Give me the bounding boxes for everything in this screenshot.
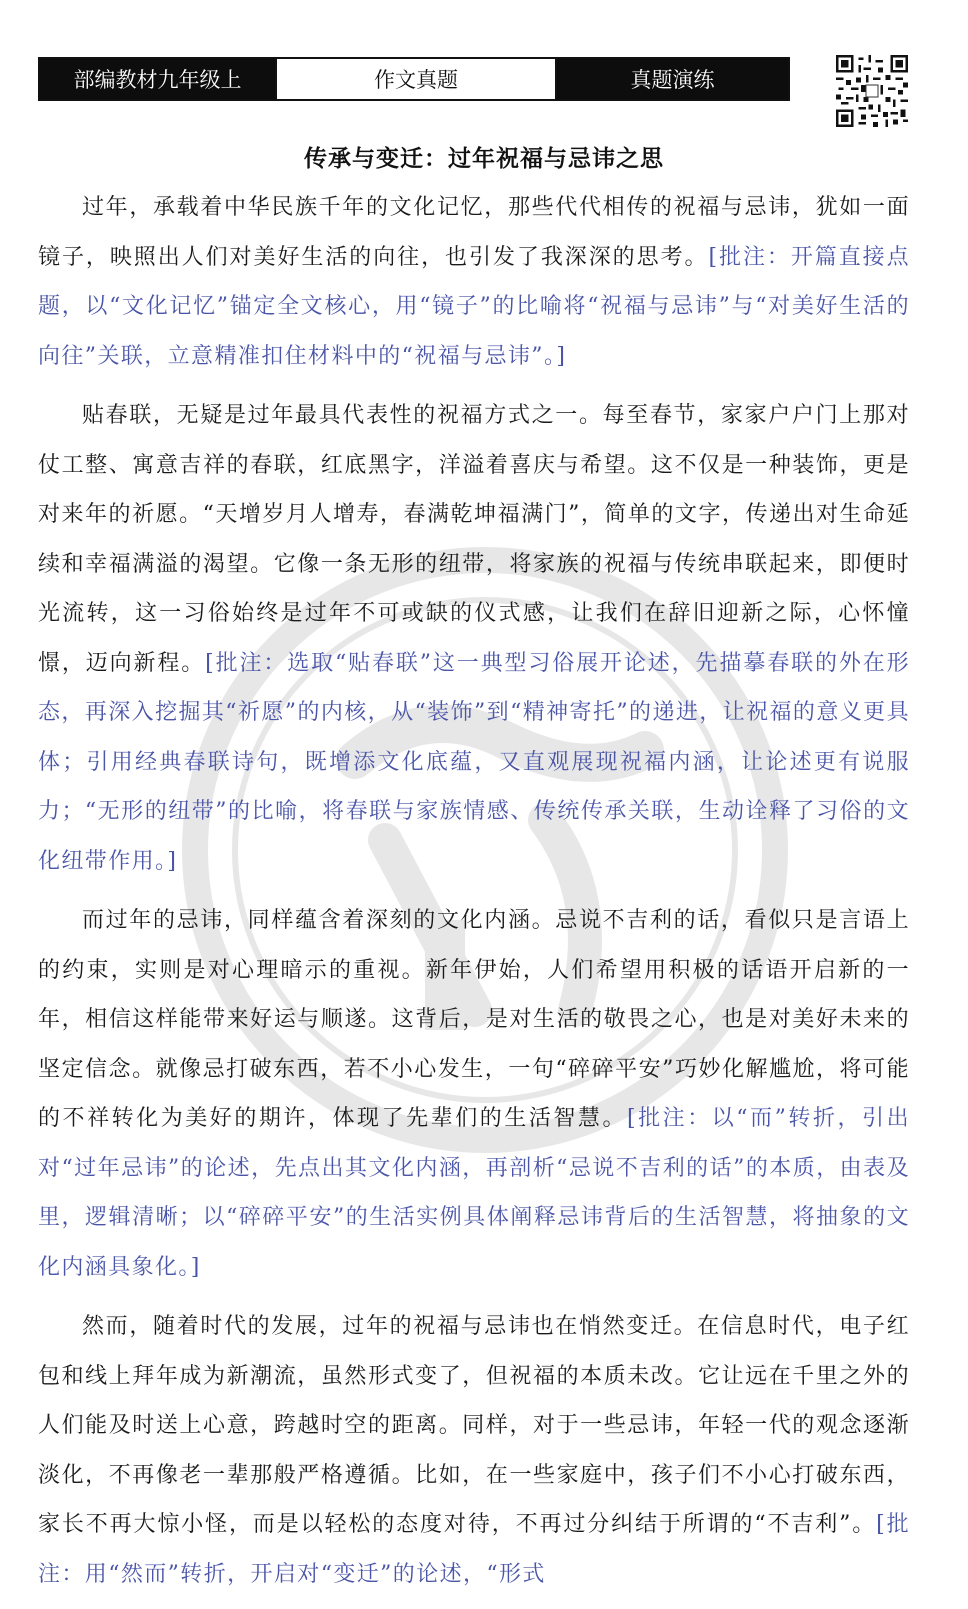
annotation-note: [批注：开篇直接点题，以“文化记忆”锚定全文核心，用“镜子”的比喻将“祝福与忌讳”与“对美好生活的向往”关联，立意精准扣住材料中的“祝福与忌讳”。]: [38, 244, 911, 369]
header-bar: [38, 57, 790, 101]
paragraph-text: 而过年的忌讳，同样蕴含着深刻的文化内涵。忌说不吉利的话，看似只是言语上的约束，实则是对心理暗示的重视。新年伊始，人们希望用积极的话语开启新的一年，相信这样能带来好运与顺遂。这背后，是对生活的敬畏之心，也是对美好未来的坚定信念。就像忌打破东西，若不小心发生，一句“碎碎平安”巧妙化解尴尬，将可能的不祥转化为美好的期许，体现了先辈们的生活智慧。: [38, 908, 910, 1131]
article-body: [38, 183, 910, 1609]
paragraph-text: 然而，随着时代的发展，过年的祝福与忌讳也在悄然变迁。在信息时代，电子红包和线上拜年成为新潮流，虽然形式变了，但祝福的本质未改。它让远在千里之外的人们能及时送上心意，跨越时空的距离。同样，对于一些忌讳，年轻一代的观念逐渐淡化，不再像老一辈那般严格遵循。比如，在一些家庭中，孩子们不小心打破东西，家长不再大惊小怪，而是以轻松的态度对待，不再过分纠结于所谓的“不吉利”。: [38, 1314, 910, 1537]
header-category-label: 作文真题: [275, 59, 557, 99]
annotation-note: [批注：选取“贴春联”这一典型习俗展开论述，先描摹春联的外在形态，再深入挖掘其“祈愿”的内核，从“装饰”到“精神寄托”的递进，让祝福的意义更具体；引用经典春联诗句，既增添文化底蕴，又直观展现祝福内涵，让论述更有说服力；“无形的纽带”的比喻，将春联与家族情感、传统传承关联，生动诠释了习俗的文化纽带作用。]: [38, 650, 910, 874]
header-section-label: 真题演练: [557, 59, 788, 99]
paragraph-text: 过年，承载着中华民族千年的文化记忆，那些代代相传的祝福与忌讳，犹如一面镜子，映照出人们对美好生活的向往，也引发了我深深的思考。: [38, 195, 910, 270]
header-grade-label: 部编教材九年级上: [40, 59, 275, 99]
paragraph: [38, 183, 910, 381]
annotation-note: [批注：用“然而”转折，开启对“变迁”的论述，“形式: [38, 1512, 910, 1587]
paragraph: [38, 896, 910, 1292]
paragraph-text: 贴春联，无疑是过年最具代表性的祝福方式之一。每至春节，家家户户门上那对仗工整、寓意吉祥的春联，红底黑字，洋溢着喜庆与希望。这不仅是一种装饰，更是对来年的祈愿。“天增岁月人增寿，春满乾坤福满门”，简单的文字，传递出对生命延续和幸福满溢的渴望。它像一条无形的纽带，将家族的祝福与传统串联起来，即便时光流转，这一习俗始终是过年不可或缺的仪式感，让我们在辞旧迎新之际，心怀憧憬，迈向新程。: [38, 403, 910, 676]
annotation-note: [批注：以“而”转折，引出对“过年忌讳”的论述，先点出其文化内涵，再剖析“忌说不吉利的话”的本质，由表及里，逻辑清晰；以“碎碎平安”的生活实例具体阐释忌讳背后的生活智慧，将抽象的文化内涵具象化。]: [38, 1106, 910, 1280]
paragraph: [38, 391, 910, 886]
qr-code-icon[interactable]: [836, 55, 908, 127]
article-title: 传承与变迁：过年祝福与忌讳之思: [304, 145, 664, 172]
paragraph: [38, 1302, 910, 1599]
